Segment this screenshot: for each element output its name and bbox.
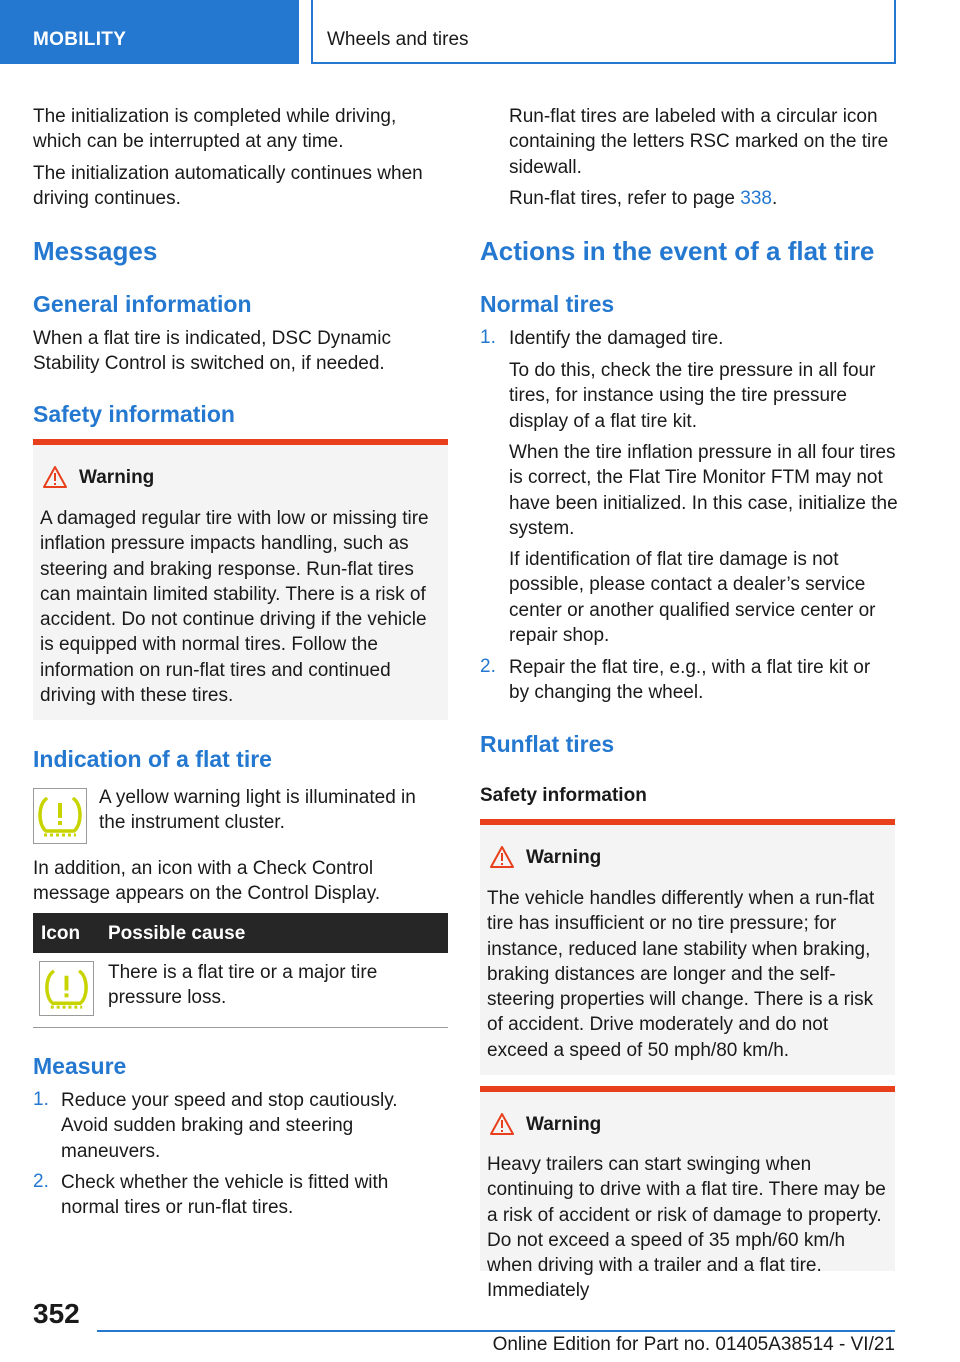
indication-text: A yellow warning light is illuminated in the instrument cluster. xyxy=(99,787,416,834)
check-control-text: In addition, an icon with a Check Control message appears on the Control Display. xyxy=(33,858,381,905)
warning-text: A damaged regular tire with low or missing tire inflation pressure impacts handling, such as steering and braking response. Run-flat tires can maintain limited stability. There is a risk of accident. Do not continue driving if the vehicle is equipped with normal tires. Follow the information on run-flat tires and continued driving with these tires. xyxy=(40,508,429,707)
normal-step-1-para-1: To do this, check the tire pressure in all four tires, for instance using the tire pressure display of a flat tire kit. xyxy=(509,360,876,432)
intro-paragraph-2: The initialization automatically continues when driving continues. xyxy=(33,163,423,210)
chapter-title: Wheels and tires xyxy=(327,29,469,50)
table-header-cause: Possible cause xyxy=(108,923,246,944)
warning-text: The vehicle handles differently when a run-flat tire has insufficient or no tire pressure; for instance, reduced lane stability when braking, braking distances are longer and the self-steering properties will change. There is a risk of accident. Drive moderately and do not exceed a speed of 50 mph/80 km/h. xyxy=(487,888,875,1061)
measure-step-1-number: 1. xyxy=(33,1089,49,1110)
section-tab xyxy=(0,0,299,64)
section-title: MOBILITY xyxy=(33,29,127,50)
table-header-icon: Icon xyxy=(41,923,81,944)
warning-box-trailer xyxy=(480,1086,895,1302)
heading-safety-information: Safety information xyxy=(33,401,235,427)
heading-runflat-tires: Runflat tires xyxy=(480,731,615,757)
warning-title: Warning xyxy=(526,1114,602,1135)
intro-paragraph-1: The initialization is completed while driving, which can be interrupted at any time. xyxy=(33,106,397,153)
tire-pressure-warning-icon xyxy=(33,788,87,844)
measure-step-2-number: 2. xyxy=(33,1171,49,1192)
measure-step-1-text: Reduce your speed and stop cautiously. Avoid sudden braking and steering maneuvers. xyxy=(61,1090,398,1162)
heading-normal-tires: Normal tires xyxy=(480,291,615,317)
heading-general-information: General information xyxy=(33,291,252,317)
normal-step-2-number: 2. xyxy=(480,656,496,677)
warning-box-damaged-tire xyxy=(33,439,448,720)
edition-text: Online Edition for Part no. 01405A38514 - VI/21 xyxy=(492,1334,895,1355)
heading-actions-flat-tire: Actions in the event of a flat tire xyxy=(480,236,875,266)
warning-title: Warning xyxy=(526,847,602,868)
chapter-tab xyxy=(311,0,896,64)
page-number: 352 xyxy=(33,1298,80,1329)
normal-step-1-title: Identify the damaged tire. xyxy=(509,328,724,349)
warning-triangle-icon xyxy=(489,1112,515,1136)
warning-box-runflat-handling xyxy=(480,819,895,1075)
table-row-cause: There is a flat tire or a major tire pressure loss. xyxy=(108,962,378,1009)
normal-step-2-text: Repair the flat tire, e.g., with a flat tire kit or by changing the wheel. xyxy=(509,657,871,704)
heading-messages: Messages xyxy=(33,236,158,266)
general-information-text: When a flat tire is indicated, DSC Dynamic Stability Control is switched on, if needed. xyxy=(33,328,391,375)
measure-step-2-text: Check whether the vehicle is fitted with normal tires or run-flat tires. xyxy=(61,1172,389,1219)
warning-title: Warning xyxy=(79,467,155,488)
runflat-reference xyxy=(509,186,894,211)
normal-step-1-para-3: If identification of flat tire damage is not possible, please contact a dealer’s service center or another qualified service center or repair shop. xyxy=(509,549,876,646)
warning-text: Heavy trailers can start swinging when continuing to drive with a flat tire. There may be a risk of accident or risk of damage to property. Do not exceed a speed of 35 mph/60 km/h when driving with a trailer and a flat tire. Immediately xyxy=(487,1154,886,1302)
page-338-link[interactable]: 338 xyxy=(740,188,772,209)
runflat-reference-suffix: . xyxy=(771,188,778,209)
table-bottom-rule xyxy=(33,1027,448,1028)
runflat-reference-prefix: Run-flat tires, refer to page xyxy=(509,188,741,209)
footer-rule xyxy=(97,1330,895,1332)
table-row-tire-pressure-icon xyxy=(39,961,94,1016)
normal-step-1-number: 1. xyxy=(480,327,496,348)
heading-runflat-safety: Safety information xyxy=(480,785,647,806)
warning-triangle-icon xyxy=(42,465,68,489)
table-header xyxy=(33,913,448,953)
runflat-label-text: Run-flat tires are labeled with a circular icon containing the letters RSC marked on the tire sidewall. xyxy=(509,106,889,178)
normal-step-1-para-2: When the tire inflation pressure in all four tires is correct, the Flat Tire Monitor FTM may not have been initialized. In this case, initialize the system. xyxy=(509,442,898,539)
heading-measure: Measure xyxy=(33,1053,127,1079)
heading-indication-flat-tire: Indication of a flat tire xyxy=(33,746,272,772)
warning-triangle-icon xyxy=(489,845,515,869)
